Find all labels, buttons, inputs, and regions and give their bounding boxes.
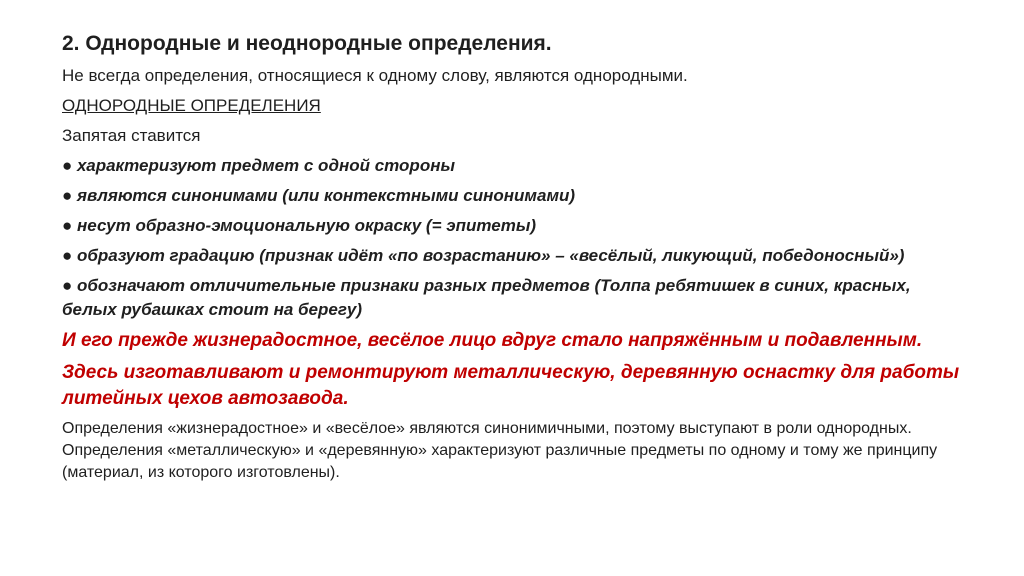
bullet-marker-icon: ● (62, 186, 73, 205)
bullet-marker-icon: ● (62, 216, 73, 235)
slide-content (62, 30, 962, 484)
section-heading: ОДНОРОДНЫЕ ОПРЕДЕЛЕНИЯ (62, 96, 321, 115)
bullet-text: являются синонимами (или контекстными синонимами) (77, 186, 576, 205)
bullet-item (62, 154, 962, 178)
slide-title: 2. Однородные и неоднородные определения. (62, 32, 552, 55)
bullet-item (62, 244, 962, 268)
bullet-marker-icon: ● (62, 156, 73, 175)
bullet-item (62, 184, 962, 208)
bullet-item (62, 214, 962, 238)
bullet-marker-icon: ● (62, 246, 73, 265)
bullet-marker-icon: ● (62, 276, 73, 295)
intro-text: Не всегда определения, относящиеся к одному слову, являются однородными. (62, 66, 688, 85)
explanation-text: Определения «жизнерадостное» и «весёлое» являются синонимичными, поэтому выступают в роли однородных. Определения «металлическую» и «деревянную» характеризуют различные предметы по одному и тому же принципу (материал, из которого изготовлены). (62, 420, 938, 481)
bullet-item (62, 274, 962, 322)
bullet-text: обозначают отличительные признаки разных предметов (Толпа ребятишек в синих, красных, белых рубашках стоит на берегу) (62, 276, 911, 319)
bullet-text: характеризуют предмет с одной стороны (77, 156, 455, 175)
bullet-text: образуют градацию (признак идёт «по возрастанию» – «весёлый, ликующий, победоносный») (77, 246, 905, 265)
bullet-text: несут образно-эмоциональную окраску (= эпитеты) (77, 216, 537, 235)
comma-rule-text: Запятая ставится (62, 126, 201, 145)
example-sentence: Здесь изготавливают и ремонтируют металлическую, деревянную оснастку для работы литейных цехов автозавода. (62, 362, 960, 409)
example-sentence: И его прежде жизнерадостное, весёлое лицо вдруг стало напряжённым и подавленным. (62, 330, 923, 351)
